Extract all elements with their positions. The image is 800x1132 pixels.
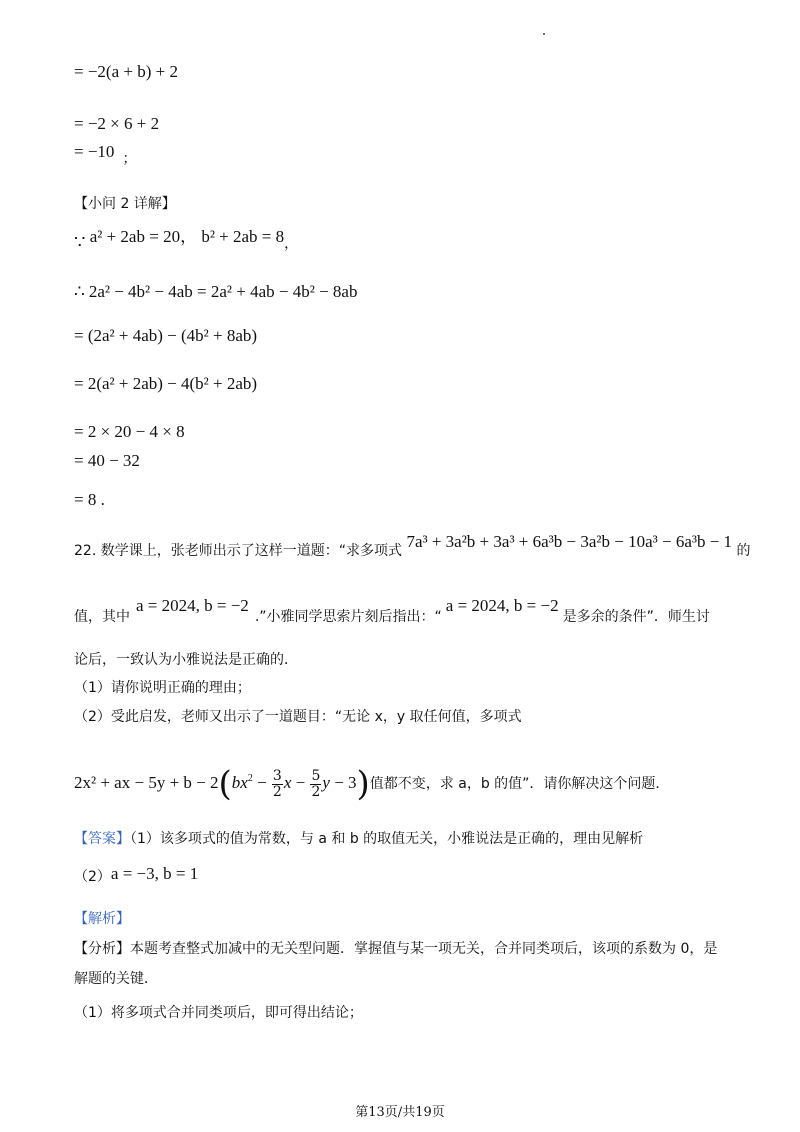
- q22-line-3: 论后，一致认为小雅说法是正确的．: [74, 652, 298, 668]
- page-footer: 第13页/共19页: [355, 1105, 445, 1120]
- analysis-line-1: 【分析】本题考查整式加减中的无关型问题．掌握值与某一项无关，合并同类项后，该项的系数为 0，是: [74, 941, 718, 957]
- q22-item-1: （1）请你说明正确的理由；: [74, 680, 251, 696]
- answer-label: 【答案】: [74, 831, 130, 847]
- step-line: = −10 $_;$: [74, 142, 137, 167]
- sub2-header: 【小问 2 详解】: [74, 196, 176, 212]
- answer-value: a = −3, b = 1: [110, 864, 199, 883]
- analysis-step-1: （1）将多项式合并同类项后，即可得出结论；: [74, 1005, 363, 1021]
- question-number: 22.: [74, 543, 97, 559]
- analysis-line-2: 解题的关键．: [74, 971, 158, 987]
- answer-line-2: （2）a = −3, b = 1: [74, 864, 199, 885]
- step-line: = 2 × 20 − 4 × 8: [74, 422, 185, 441]
- step-line: = 40 − 32: [74, 451, 140, 470]
- step-line: = 2(a² + 2ab) − 4(b² + 2ab): [74, 374, 258, 393]
- step-line: = (2a² + 4ab) − (4b² + 8ab): [74, 326, 258, 345]
- step-line: = −2(a + b) + 2: [74, 62, 178, 81]
- condition: a = 2024, b = −2: [136, 596, 249, 615]
- q22-line-1: 22. 数学课上，张老师出示了这样一道题：“求多项式 7a³ + 3a²b + 3a³ + 6a³b − 3a²b − 10a³ − 6a³b − 1 的: [74, 532, 751, 559]
- analysis-label: 【解析】: [74, 911, 130, 927]
- given-line: ∵ a² + 2ab = 20， $b^2 + 2ab = 8_,$: [74, 227, 299, 252]
- polynomial: 7a³ + 3a²b + 3a³ + 6a³b − 3a²b − 10a³ − 6a³b − 1: [406, 532, 733, 551]
- given-text: a² + 2ab = 20， b² + 2ab = 8: [89, 227, 285, 246]
- q22-polynomial-2: 2x² + ax − $5y + b - 2(bx^2$ − $\frac{3}{2}$ x − $\frac{5}{2}$ y − 3)值都不变，求 a，b 的值”．请你解决这个问题．: [74, 764, 670, 804]
- stray-dot: [543, 33, 545, 35]
- step-line: = 8 .: [74, 490, 105, 509]
- because-symbol: ∵: [74, 232, 86, 252]
- therefore-symbol: ∴: [74, 282, 85, 301]
- q22-line-2: 值，其中a = 2024, b = −2.”小雅同学思索片刻后指出：“a = 2024, b = −2是多余的条件”．师生讨: [74, 596, 710, 625]
- condition: a = 2024, b = −2: [445, 596, 559, 615]
- step-line: = −2 × 6 + 2: [74, 114, 160, 133]
- q22-item-2: （2）受此启发，老师又出示了一道题目：“无论 x，y 取任何值，多项式: [74, 709, 522, 725]
- answer-line-1: 【答案】（1）该多项式的值为常数，与 a 和 b 的取值无关，小雅说法是正确的，理由见解析: [74, 831, 644, 847]
- step-line: ∴ 2a² − 4b² − 4ab = 2a² + 4ab − 4b² − 8ab: [74, 282, 358, 301]
